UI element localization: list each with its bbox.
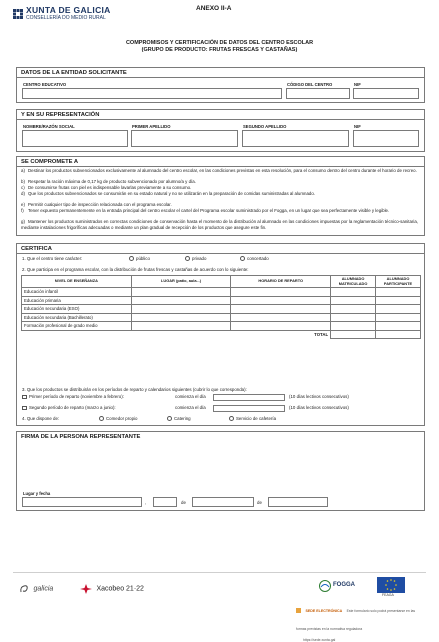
lugar-label: Lugar y fecha [23, 491, 51, 496]
solicitante-section [16, 67, 425, 103]
year-field[interactable] [268, 497, 328, 507]
col-lugar: LUGAR (patio, aula...) [131, 276, 231, 288]
table-row: Educación primaria [22, 296, 421, 305]
centro-field[interactable] [22, 88, 282, 99]
fogga-logo: FOGGA [318, 579, 362, 593]
compromete-item-g: g) Mantener los productos suministrados en correctas condiciones de conservación hasta el momento de la distribución al alumnado en las condiciones impuestas por la reglamentación técnico-sanitaria, mediante instalaciones frigoríficas adecuadas o mediante un plan gradual de recepción de los productos que asegure este fin. [21, 219, 418, 230]
nombre-field[interactable] [22, 130, 128, 147]
galicia-swirl-icon [19, 584, 29, 594]
compromete-section [16, 156, 425, 236]
col-nivel: NIVEL DE ENSEÑANZA [22, 276, 132, 288]
q3-text: 3. Que los productos se distribuirán en los períodos de reparto y calendarios siguientes (cubrir lo que corresponda): [22, 387, 247, 392]
distribucion-table [21, 275, 421, 339]
nif-field-2[interactable] [353, 130, 419, 147]
total-label: TOTAL [314, 332, 329, 337]
xunta-logo [13, 6, 23, 16]
period-2-note: (10 días lectivos consecutivos) [289, 405, 349, 410]
q4-option-catering[interactable]: Catering [167, 416, 191, 422]
radio-icon [129, 256, 134, 261]
certifica-section [16, 243, 425, 426]
period-1: Primer período de reparto (noviembre a febrero): [22, 394, 422, 400]
sede-electronica[interactable]: SEDE ELECTRÓNICA Este formulario solo podrá presentarse en las formas previstas en la normativa reguladora https://sede.xunta.gal [296, 602, 426, 642]
centro-label: CENTRO EDUCATIVO [23, 82, 67, 87]
radio-icon [240, 256, 245, 261]
q4-option-comedor[interactable]: Comedor propio [99, 416, 137, 422]
radio-icon [185, 256, 190, 261]
de-2: de [257, 500, 262, 505]
col-matriculado: ALUMNADO MATRICULADO [331, 276, 376, 288]
compromete-item-e: e) Permitir cualquier tipo de inspección relacionada con el programa escolar. [21, 202, 172, 207]
period-2: Segundo período de reparto (marzo a junio): [22, 405, 422, 411]
firma-section [16, 431, 425, 511]
form-title: COMPROMISOS Y CERTIFICACIÓN DE DATOS DEL CENTRO ESCOLAR [125, 40, 314, 46]
radio-icon [99, 416, 104, 421]
nif-label-2: NIF [354, 124, 361, 129]
codigo-field[interactable] [286, 88, 350, 99]
org-name: XUNTA DE GALICIA [26, 5, 111, 15]
month-field[interactable] [192, 497, 254, 507]
table-row: Formación profesional de grado medio [22, 322, 421, 331]
radio-icon [167, 416, 172, 421]
q1-option-privado[interactable]: privado [185, 256, 206, 262]
annex-label: ANEXO II-A [196, 5, 232, 12]
apellido1-field[interactable] [131, 130, 238, 147]
table-row: Educación secundaria (ESO) [22, 305, 421, 314]
feaga-logo: FEAGA [377, 577, 413, 595]
period-1-note: (10 días lectivos consecutivos) [289, 394, 349, 399]
col-participante: ALUMNADO PARTICIPANTE [376, 276, 421, 288]
apellido1-label: PRIMER APELLIDO [132, 124, 171, 129]
checkbox-icon[interactable] [22, 395, 27, 399]
compromete-item-a: a) Destinar los productos subvencionados exclusivamente al alumnado del centro escolar, en las condiciones previstas en esta resolución, para el consumo dentro del centro durante el horario de recreo. [21, 168, 417, 173]
radio-icon [229, 416, 234, 421]
q4-option-cafeteria[interactable]: Servicio de cafetería [229, 416, 276, 422]
period-1-start: comienza el día [175, 394, 206, 399]
q4-text: 4. Que dispone de: [22, 416, 60, 421]
q1-option-concertado[interactable]: concertado [240, 256, 269, 262]
eu-flag-icon [377, 577, 405, 593]
galicia-logo: galicia [19, 580, 53, 598]
representacion-section [16, 109, 425, 152]
lugar-field[interactable] [22, 497, 142, 507]
comma-sep: , [145, 500, 147, 505]
period-2-start: comienza el día [175, 405, 206, 410]
compromete-item-c: c) De consumirse frutas con piel es indispensable lavarlas previamente a su consumo. [21, 185, 192, 190]
solicitante-heading: DATOS DE LA ENTIDAD SOLICITANTE [17, 68, 424, 78]
xacobeo-logo: Xacobeo 21·22 [80, 580, 144, 598]
dept-name: CONSELLERÍA DO MEDIO RURAL [26, 15, 106, 21]
compromete-item-b: b) Respetar la ración máxima de 0,17 kg de producto subvencionado por alumno/a y día. [21, 179, 196, 184]
form-subtitle: (GRUPO DE PRODUCTO: FRUTAS FRESCAS Y CASTAÑAS) [141, 47, 298, 53]
q2-text: 2. Que participa en el programa escolar, con la distribución de frutas frescas y castañas de acuerdo con lo siguiente: [22, 267, 249, 272]
nif-label-1: NIF [354, 82, 361, 87]
certifica-heading: CERTIFICA [17, 244, 424, 254]
table-row: Educación secundaria (Bachillerato) [22, 313, 421, 322]
xunta-emblem-icon [13, 9, 23, 19]
de-1: de [181, 500, 186, 505]
sede-url[interactable]: https://sede.xunta.gal [303, 638, 336, 642]
table-total-row [22, 330, 421, 339]
firma-heading: FIRMA DE LA PERSONA REPRESENTANTE [21, 434, 141, 440]
q1-option-publico[interactable]: público [129, 256, 150, 262]
nombre-label: NOMBRE/RAZÓN SOCIAL [23, 124, 75, 129]
apellido2-label: SEGUNDO APELLIDO [243, 124, 287, 129]
compromete-heading: SE COMPROMETE A [17, 157, 424, 167]
total-participante[interactable] [376, 330, 421, 339]
period-2-date[interactable] [213, 405, 285, 412]
day-field[interactable] [153, 497, 177, 507]
codigo-label: CÓDIGO DEL CENTRO [287, 82, 333, 87]
footer-divider [13, 572, 426, 573]
compromete-item-f: f) Tener expuesto permanentemente en la entrada principal del centro escolar el cartel del Programa escolar suministrado por el Fogga, en un lugar que sea perfectamente visible y legible. [21, 208, 390, 213]
sede-icon [296, 608, 301, 613]
q1-text: 1. Que el centro tiene carácter: [22, 256, 83, 261]
representacion-heading: Y EN SU REPRESENTACIÓN [17, 110, 424, 120]
apellido2-field[interactable] [242, 130, 349, 147]
nif-field-1[interactable] [353, 88, 419, 99]
compromete-item-d: d) Que los productos subvencionados se consumirán en su estado natural y no se utilizarán en la preparación de comidas suministradas al alumnado. [21, 191, 316, 196]
xacobeo-star-icon [80, 584, 92, 594]
checkbox-icon[interactable] [22, 406, 27, 410]
col-horario: HORARIO DE REPARTO [231, 276, 331, 288]
period-1-date[interactable] [213, 394, 285, 401]
table-row: Educación infantil [22, 288, 421, 297]
table-header-row [22, 276, 421, 288]
total-matriculado[interactable] [331, 330, 376, 339]
